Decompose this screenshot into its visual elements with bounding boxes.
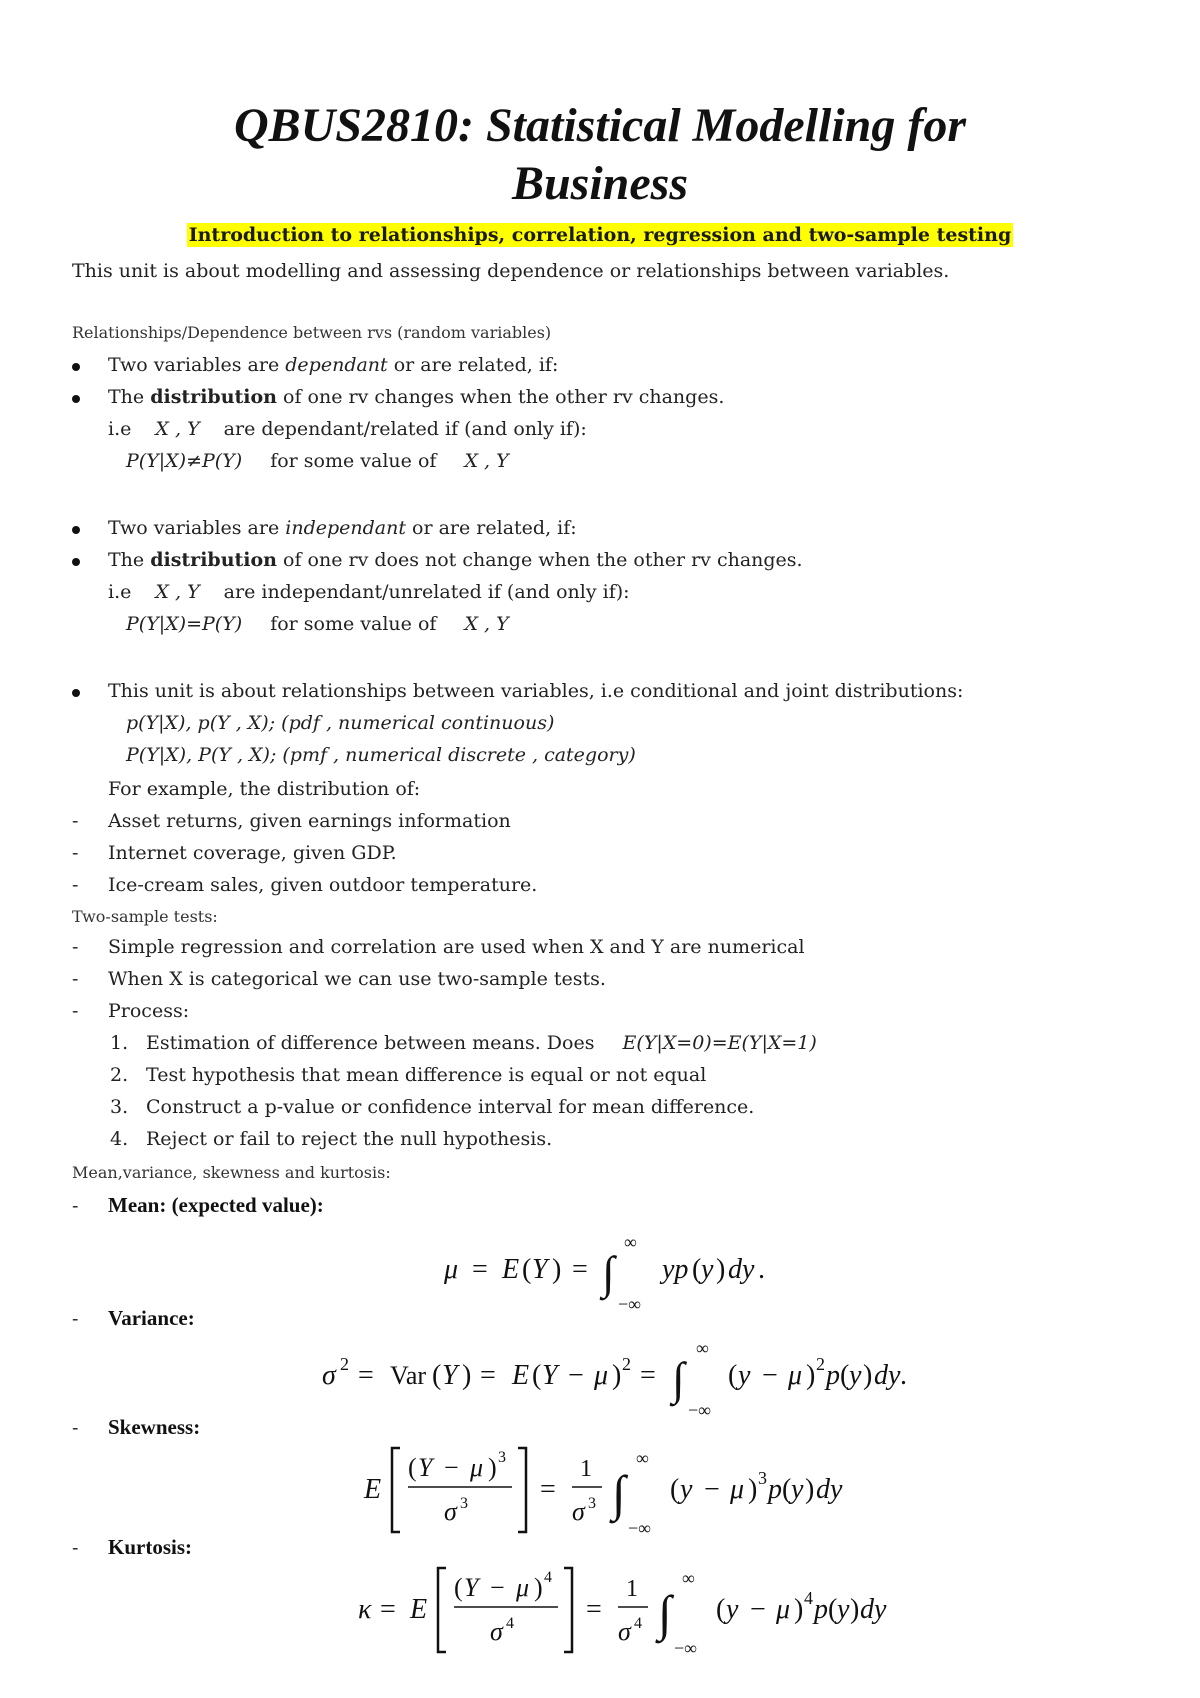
dep-ie: i.e bbox=[108, 418, 132, 440]
svg-text:): ) bbox=[552, 1254, 562, 1285]
svg-text:−: − bbox=[444, 1453, 459, 1482]
svg-text:(: ( bbox=[728, 1360, 738, 1391]
mean-formula bbox=[440, 1226, 800, 1316]
svg-text:y: y bbox=[738, 1360, 751, 1391]
two-sample-heading: Two-sample tests: bbox=[72, 907, 218, 926]
dash-marker: - bbox=[72, 842, 79, 864]
svg-text:): ) bbox=[806, 1360, 816, 1391]
svg-text:(: ( bbox=[522, 1254, 532, 1285]
dash-marker: - bbox=[72, 874, 79, 896]
svg-text:−: − bbox=[704, 1474, 720, 1505]
svg-text:=: = bbox=[358, 1360, 374, 1391]
svg-text:): ) bbox=[794, 1594, 804, 1625]
process-step-3: Construct a p-value or confidence interval for mean difference. bbox=[146, 1096, 755, 1118]
svg-text:): ) bbox=[850, 1594, 860, 1625]
svg-text:σ: σ bbox=[618, 1617, 631, 1646]
svg-text:μ: μ bbox=[730, 1474, 745, 1505]
process-number: 3. bbox=[110, 1096, 129, 1118]
title-line-2: Business bbox=[511, 157, 689, 210]
svg-text:∫: ∫ bbox=[612, 1465, 626, 1521]
svg-text:(: ( bbox=[532, 1360, 542, 1391]
svg-text:4: 4 bbox=[544, 1569, 552, 1586]
process-number: 1. bbox=[110, 1032, 129, 1054]
dep-xy: X , Y bbox=[155, 418, 200, 440]
svg-text:): ) bbox=[716, 1254, 726, 1285]
svg-text:−: − bbox=[750, 1594, 766, 1625]
svg-text:y: y bbox=[726, 1594, 739, 1625]
svg-text:Y: Y bbox=[464, 1573, 479, 1602]
svg-text:∞: ∞ bbox=[636, 1448, 649, 1468]
svg-text:Y: Y bbox=[418, 1453, 433, 1482]
dep-b2-post: of one rv changes when the other rv changes. bbox=[277, 386, 725, 408]
process-number: 2. bbox=[110, 1064, 129, 1086]
svg-text:σ: σ bbox=[322, 1360, 336, 1391]
svg-text:): ) bbox=[612, 1360, 622, 1391]
svg-text:y: y bbox=[849, 1360, 862, 1391]
example-item-2: Internet coverage, given GDP. bbox=[108, 842, 397, 864]
process-step-4: Reject or fail to reject the null hypothesis. bbox=[146, 1128, 553, 1150]
svg-text:): ) bbox=[863, 1360, 873, 1391]
process-step-1-formula: E(Y|X=0)=E(Y|X=1) bbox=[622, 1032, 817, 1054]
svg-text:(: ( bbox=[408, 1453, 417, 1482]
process-step-2: Test hypothesis that mean difference is equal or not equal bbox=[146, 1064, 707, 1086]
two-sample-item-3: Process: bbox=[108, 1000, 190, 1022]
dep-ie-text: are dependant/related if (and only if): bbox=[223, 418, 587, 440]
example-item-1: Asset returns, given earnings information bbox=[108, 810, 511, 832]
svg-text:dy: dy bbox=[816, 1474, 843, 1505]
indep-ie-text: are independant/unrelated if (and only if): bbox=[223, 581, 630, 603]
bullet-icon bbox=[72, 363, 80, 371]
svg-text:4: 4 bbox=[634, 1615, 642, 1632]
svg-text:=: = bbox=[640, 1360, 656, 1391]
svg-text:E: E bbox=[410, 1594, 428, 1625]
indep-b2-bold: distribution bbox=[150, 549, 277, 571]
svg-text:p: p bbox=[768, 1474, 782, 1505]
svg-text:1: 1 bbox=[580, 1456, 592, 1482]
moments-heading: Mean,variance, skewness and kurtosis: bbox=[72, 1163, 391, 1182]
indep-ie: i.e bbox=[108, 581, 132, 603]
indep-b2-post: of one rv does not change when the other rv changes. bbox=[277, 549, 803, 571]
dep-b1-pre: Two variables are bbox=[108, 354, 286, 376]
unit-bullet: This unit is about relationships between variables, i.e conditional and joint distributions: bbox=[108, 680, 964, 702]
example-item-3: Ice-cream sales, given outdoor temperature. bbox=[108, 874, 538, 896]
svg-text:−∞: −∞ bbox=[628, 1518, 651, 1538]
dep-bullet-2 bbox=[108, 384, 724, 410]
svg-text:): ) bbox=[805, 1474, 815, 1505]
indep-xy2: X , Y bbox=[464, 613, 509, 635]
svg-text:μ: μ bbox=[516, 1573, 530, 1602]
dash-marker: - bbox=[72, 1537, 79, 1559]
dep-formula: P(Y|X)≠P(Y) bbox=[126, 450, 243, 472]
skewness-formula bbox=[360, 1440, 860, 1540]
svg-text:σ: σ bbox=[490, 1617, 503, 1646]
svg-text:−: − bbox=[568, 1360, 584, 1391]
dep-b1-em: dependant bbox=[285, 354, 388, 376]
dep-for-some: for some value of bbox=[270, 450, 437, 472]
process-step-1 bbox=[146, 1030, 817, 1056]
indep-formula-row bbox=[126, 611, 509, 637]
unit-formula-1: p(Y|X), p(Y , X); (pdf , numerical continuous) bbox=[126, 712, 555, 734]
svg-text:(: ( bbox=[782, 1474, 792, 1505]
intro-text: This unit is about modelling and assessing dependence or relationships between variables. bbox=[72, 260, 950, 282]
svg-text:4: 4 bbox=[804, 1588, 813, 1608]
svg-text:σ: σ bbox=[444, 1497, 457, 1526]
svg-text:y: y bbox=[837, 1594, 850, 1625]
svg-text:(: ( bbox=[716, 1594, 726, 1625]
svg-text:∞: ∞ bbox=[682, 1568, 695, 1588]
dash-marker: - bbox=[72, 810, 79, 832]
dash-marker: - bbox=[72, 936, 79, 958]
dash-marker: - bbox=[72, 1195, 79, 1217]
svg-text:=: = bbox=[480, 1360, 496, 1391]
dash-marker: - bbox=[72, 968, 79, 990]
unit-formula-2: P(Y|X), P(Y , X); (pmf , numerical discrete , category) bbox=[126, 744, 636, 766]
svg-text:μ: μ bbox=[776, 1594, 791, 1625]
dep-formula-row bbox=[126, 448, 509, 474]
svg-text:.: . bbox=[900, 1360, 907, 1391]
indep-b1-em: independant bbox=[285, 517, 406, 539]
dep-ie-row bbox=[108, 416, 587, 442]
svg-text:Y: Y bbox=[532, 1254, 548, 1285]
svg-text:σ: σ bbox=[572, 1497, 585, 1526]
svg-text:2: 2 bbox=[340, 1354, 349, 1374]
svg-text:(: ( bbox=[692, 1254, 702, 1285]
svg-text:(: ( bbox=[454, 1573, 463, 1602]
svg-text:=: = bbox=[380, 1594, 396, 1625]
svg-text:(: ( bbox=[840, 1360, 850, 1391]
svg-text:−∞: −∞ bbox=[674, 1638, 697, 1658]
svg-text:∫: ∫ bbox=[602, 1247, 615, 1298]
svg-text:=: = bbox=[540, 1474, 556, 1505]
dash-marker: - bbox=[72, 1417, 79, 1439]
bullet-icon bbox=[72, 558, 80, 566]
dep-b1-post: or are related, if: bbox=[387, 354, 559, 376]
bullet-icon bbox=[72, 689, 80, 697]
svg-text:E: E bbox=[364, 1474, 382, 1505]
svg-text:E: E bbox=[512, 1360, 530, 1391]
indep-xy: X , Y bbox=[155, 581, 200, 603]
var-text: Var bbox=[390, 1361, 427, 1390]
svg-text:μ: μ bbox=[788, 1360, 803, 1391]
svg-text:dy: dy bbox=[860, 1594, 887, 1625]
svg-text:−∞: −∞ bbox=[688, 1400, 711, 1420]
kurtosis-formula bbox=[354, 1560, 864, 1660]
indep-b2-pre: The bbox=[108, 549, 151, 571]
svg-text:E: E bbox=[502, 1254, 520, 1285]
svg-text:(: ( bbox=[670, 1474, 680, 1505]
indep-bullet-2 bbox=[108, 547, 803, 573]
svg-text:3: 3 bbox=[498, 1449, 506, 1466]
svg-text:Y: Y bbox=[542, 1360, 558, 1391]
svg-text:∞: ∞ bbox=[696, 1338, 709, 1358]
svg-text:μ: μ bbox=[594, 1360, 609, 1391]
svg-text:y: y bbox=[701, 1254, 714, 1285]
svg-text:4: 4 bbox=[506, 1615, 514, 1632]
variance-formula bbox=[318, 1332, 908, 1422]
svg-text:μ: μ bbox=[444, 1254, 459, 1285]
subtitle-row bbox=[0, 224, 1200, 246]
svg-text:yp: yp bbox=[662, 1254, 689, 1285]
svg-text:y: y bbox=[680, 1474, 693, 1505]
svg-text:Y: Y bbox=[442, 1360, 458, 1391]
process-step-1-text: Estimation of difference between means. Does bbox=[146, 1032, 595, 1054]
dep-bullet-1 bbox=[108, 352, 558, 378]
svg-text:∞: ∞ bbox=[624, 1232, 637, 1252]
dep-xy2: X , Y bbox=[464, 450, 509, 472]
svg-text:2: 2 bbox=[622, 1354, 631, 1374]
bullet-icon bbox=[72, 395, 80, 403]
svg-text:κ: κ bbox=[358, 1594, 372, 1625]
process-number: 4. bbox=[110, 1128, 129, 1150]
svg-text:∫: ∫ bbox=[672, 1353, 685, 1404]
variance-label: Variance: bbox=[108, 1306, 195, 1330]
svg-text:=: = bbox=[472, 1254, 488, 1285]
svg-text:): ) bbox=[462, 1360, 472, 1391]
svg-text:dy: dy bbox=[874, 1360, 901, 1391]
unit-example-intro: For example, the distribution of: bbox=[108, 778, 421, 800]
svg-text:3: 3 bbox=[460, 1495, 468, 1512]
section-heading-relationships: Relationships/Dependence between rvs (random variables) bbox=[72, 323, 552, 342]
svg-text:−∞: −∞ bbox=[618, 1294, 641, 1314]
mean-label: Mean: (expected value): bbox=[108, 1193, 324, 1217]
svg-text:(: ( bbox=[432, 1360, 442, 1391]
svg-text:): ) bbox=[534, 1573, 543, 1602]
dep-b2-pre: The bbox=[108, 386, 151, 408]
svg-text:1: 1 bbox=[626, 1576, 638, 1602]
indep-formula: P(Y|X)=P(Y) bbox=[126, 613, 243, 635]
svg-text:p: p bbox=[826, 1360, 840, 1391]
bullet-icon bbox=[72, 526, 80, 534]
title-line-1: QBUS2810: Statistical Modelling for bbox=[233, 99, 967, 152]
two-sample-item-2: When X is categorical we can use two-sample tests. bbox=[108, 968, 606, 990]
svg-text:∫: ∫ bbox=[658, 1585, 672, 1641]
indep-bullet-1 bbox=[108, 515, 577, 541]
dash-marker: - bbox=[72, 1000, 79, 1022]
indep-b1-pre: Two variables are bbox=[108, 517, 286, 539]
svg-text:=: = bbox=[572, 1254, 588, 1285]
svg-text:(: ( bbox=[828, 1594, 838, 1625]
svg-text:dy: dy bbox=[728, 1254, 755, 1285]
svg-text:.: . bbox=[758, 1254, 765, 1285]
indep-ie-row bbox=[108, 579, 630, 605]
skewness-label: Skewness: bbox=[108, 1415, 201, 1439]
kurtosis-dy bbox=[860, 1560, 900, 1660]
dep-b2-bold: distribution bbox=[150, 386, 277, 408]
two-sample-item-1: Simple regression and correlation are used when X and Y are numerical bbox=[108, 936, 805, 958]
svg-text:3: 3 bbox=[758, 1468, 767, 1488]
svg-text:2: 2 bbox=[816, 1354, 825, 1374]
svg-text:): ) bbox=[488, 1453, 497, 1482]
svg-text:−: − bbox=[762, 1360, 778, 1391]
indep-b1-post: or are related, if: bbox=[406, 517, 577, 539]
svg-text:μ: μ bbox=[470, 1453, 484, 1482]
svg-text:−: − bbox=[490, 1573, 505, 1602]
subtitle-highlight: Introduction to relationships, correlation, regression and two-sample testing bbox=[188, 224, 1012, 246]
svg-text:=: = bbox=[586, 1594, 602, 1625]
svg-text:3: 3 bbox=[588, 1495, 596, 1512]
svg-text:p: p bbox=[814, 1594, 828, 1625]
svg-text:y: y bbox=[791, 1474, 804, 1505]
svg-text:): ) bbox=[748, 1474, 758, 1505]
indep-for-some: for some value of bbox=[270, 613, 437, 635]
kurtosis-label: Kurtosis: bbox=[108, 1535, 192, 1559]
dash-marker: - bbox=[72, 1308, 79, 1330]
